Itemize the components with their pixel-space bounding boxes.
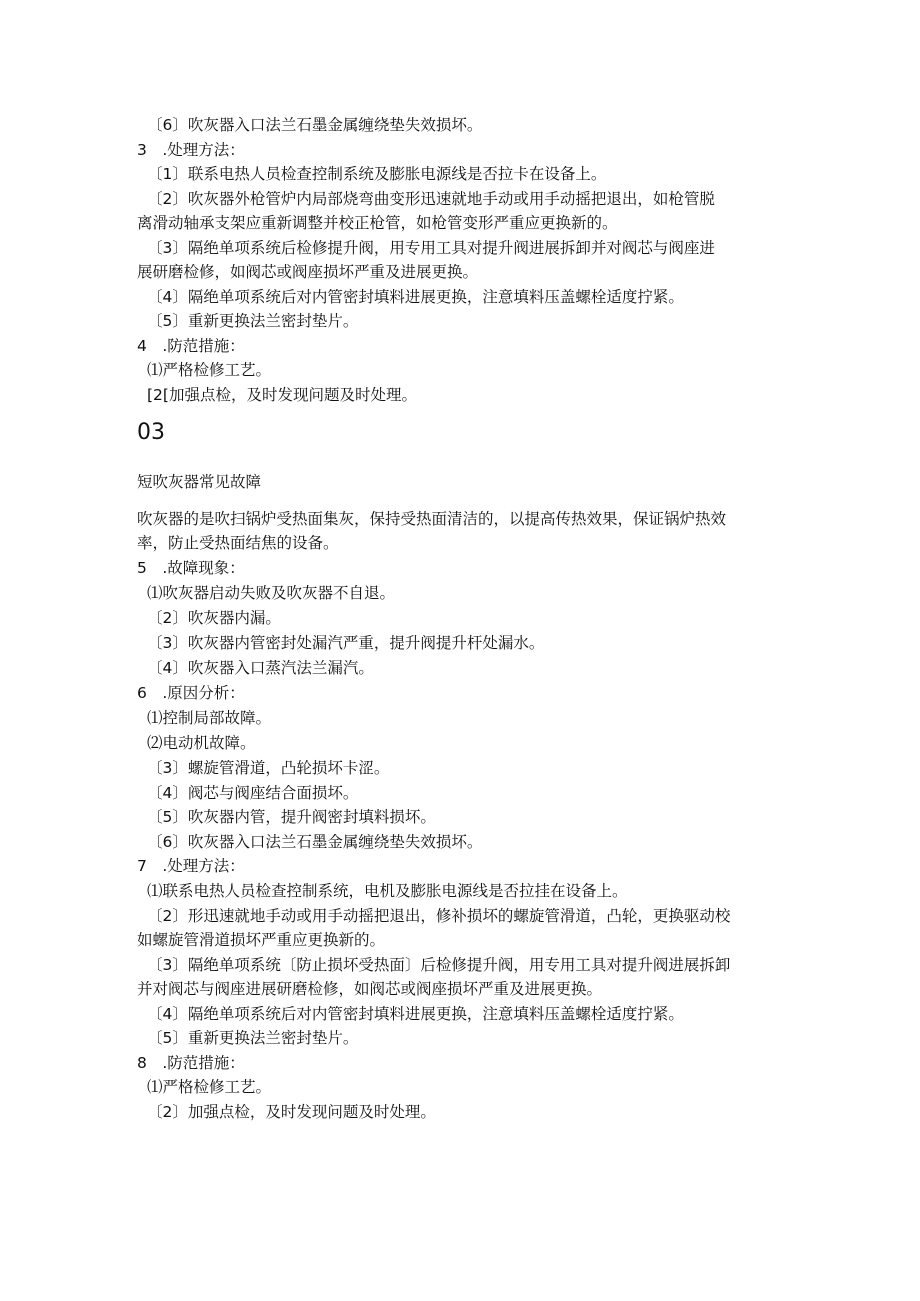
treatment2-2-line1: 〔2〕形迅速就地手动或用手动摇把退出，修补损坏的螺旋管滑道，凸轮，更换驱动校 bbox=[147, 907, 731, 925]
treatment-2-line1: 〔2〕吹灰器外枪管炉内局部烧弯曲变形迅速就地手动或用手动摇把退出，如枪管脱 bbox=[147, 190, 715, 208]
treatment-4: 〔4〕隔绝单项系统后对内管密封填料进展更换，注意填料压盖螺栓适度拧紧。 bbox=[147, 288, 684, 306]
treatment-5: 〔5〕重新更换法兰密封垫片。 bbox=[147, 312, 359, 330]
prevention2-1: ⑴严格检修工艺。 bbox=[147, 1078, 272, 1096]
treatment-2-line2: 离滑动轴承支架应重新调整并校正枪管，如枪管变形严重应更换新的。 bbox=[137, 214, 618, 232]
cause-6: 〔6〕吹灰器入口法兰石墨金属缠绕垫失效损坏。 bbox=[147, 833, 483, 851]
treatment2-1: ⑴联系电热人员检查控制系统，电机及膨胀电源线是否拉挂在设备上。 bbox=[147, 882, 628, 900]
heading-prevention-2: 8 .防范措施： bbox=[137, 1054, 245, 1072]
prevention-1: ⑴严格检修工艺。 bbox=[147, 361, 272, 379]
heading-symptoms: 5 .故障现象： bbox=[137, 559, 245, 577]
treatment-1: 〔1〕联系电热人员检查控制系统及膨胀电源线是否拉卡在设备上。 bbox=[147, 165, 607, 183]
prevention-2: [2[加强点检，及时发现问题及时处理。 bbox=[147, 386, 417, 404]
intro-line1: 吹灰器的是吹扫锅炉受热面集灰，保持受热面清洁的，以提高传热效果，保证锅炉热效 bbox=[137, 510, 727, 528]
treatment2-3-line2: 并对阀芯与阀座进展研磨检修，如阀芯或阀座损坏严重及进展更换。 bbox=[137, 980, 603, 998]
cause-1: ⑴控制局部故障。 bbox=[147, 709, 272, 727]
treatment-3-line2: 展研磨检修，如阀芯或阀座损坏严重及进展更换。 bbox=[137, 263, 479, 281]
prevention2-2: 〔2〕加强点检，及时发现问题及时处理。 bbox=[147, 1103, 436, 1121]
cause-3: 〔3〕螺旋管滑道，凸轮损坏卡涩。 bbox=[147, 759, 390, 777]
treatment2-3-line1: 〔3〕隔绝单项系统〔防止损坏受热面〕后检修提升阀，用专用工具对提升阀进展拆卸 bbox=[147, 956, 731, 974]
symptom-4: 〔4〕吹灰器入口蒸汽法兰漏汽。 bbox=[147, 659, 374, 677]
cause-5: 〔5〕吹灰器内管，提升阀密封填料损坏。 bbox=[147, 808, 436, 826]
symptom-1: ⑴吹灰器启动失败及吹灰器不自退。 bbox=[147, 584, 396, 602]
heading-prevention: 4 .防范措施： bbox=[137, 337, 245, 355]
treatment-3-line1: 〔3〕隔绝单项系统后检修提升阀，用专用工具对提升阀进展拆卸并对阀芯与阀座进 bbox=[147, 239, 715, 257]
symptom-2: 〔2〕吹灰器内漏。 bbox=[147, 609, 281, 627]
cause-2: ⑵电动机故障。 bbox=[147, 734, 256, 752]
section-title: 短吹灰器常见故障 bbox=[137, 473, 262, 491]
symptom-3: 〔3〕吹灰器内管密封处漏汽严重，提升阀提升杆处漏水。 bbox=[147, 634, 545, 652]
treatment2-2-line2: 如螺旋管滑道损坏严重应更换新的。 bbox=[137, 931, 386, 949]
fault-cause-6: 〔6〕吹灰器入口法兰石墨金属缠绕垫失效损坏。 bbox=[147, 116, 483, 134]
section-number: 03 bbox=[137, 420, 165, 445]
intro-line2: 率，防止受热面结焦的设备。 bbox=[137, 534, 339, 552]
treatment2-5: 〔5〕重新更换法兰密封垫片。 bbox=[147, 1029, 359, 1047]
cause-4: 〔4〕阀芯与阀座结合面损坏。 bbox=[147, 784, 359, 802]
heading-treatment: 3 .处理方法： bbox=[137, 141, 245, 159]
heading-treatment-2: 7 .处理方法： bbox=[137, 857, 245, 875]
treatment2-4: 〔4〕隔绝单项系统后对内管密封填料进展更换，注意填料压盖螺栓适度拧紧。 bbox=[147, 1005, 684, 1023]
heading-causes: 6 .原因分析： bbox=[137, 684, 245, 702]
